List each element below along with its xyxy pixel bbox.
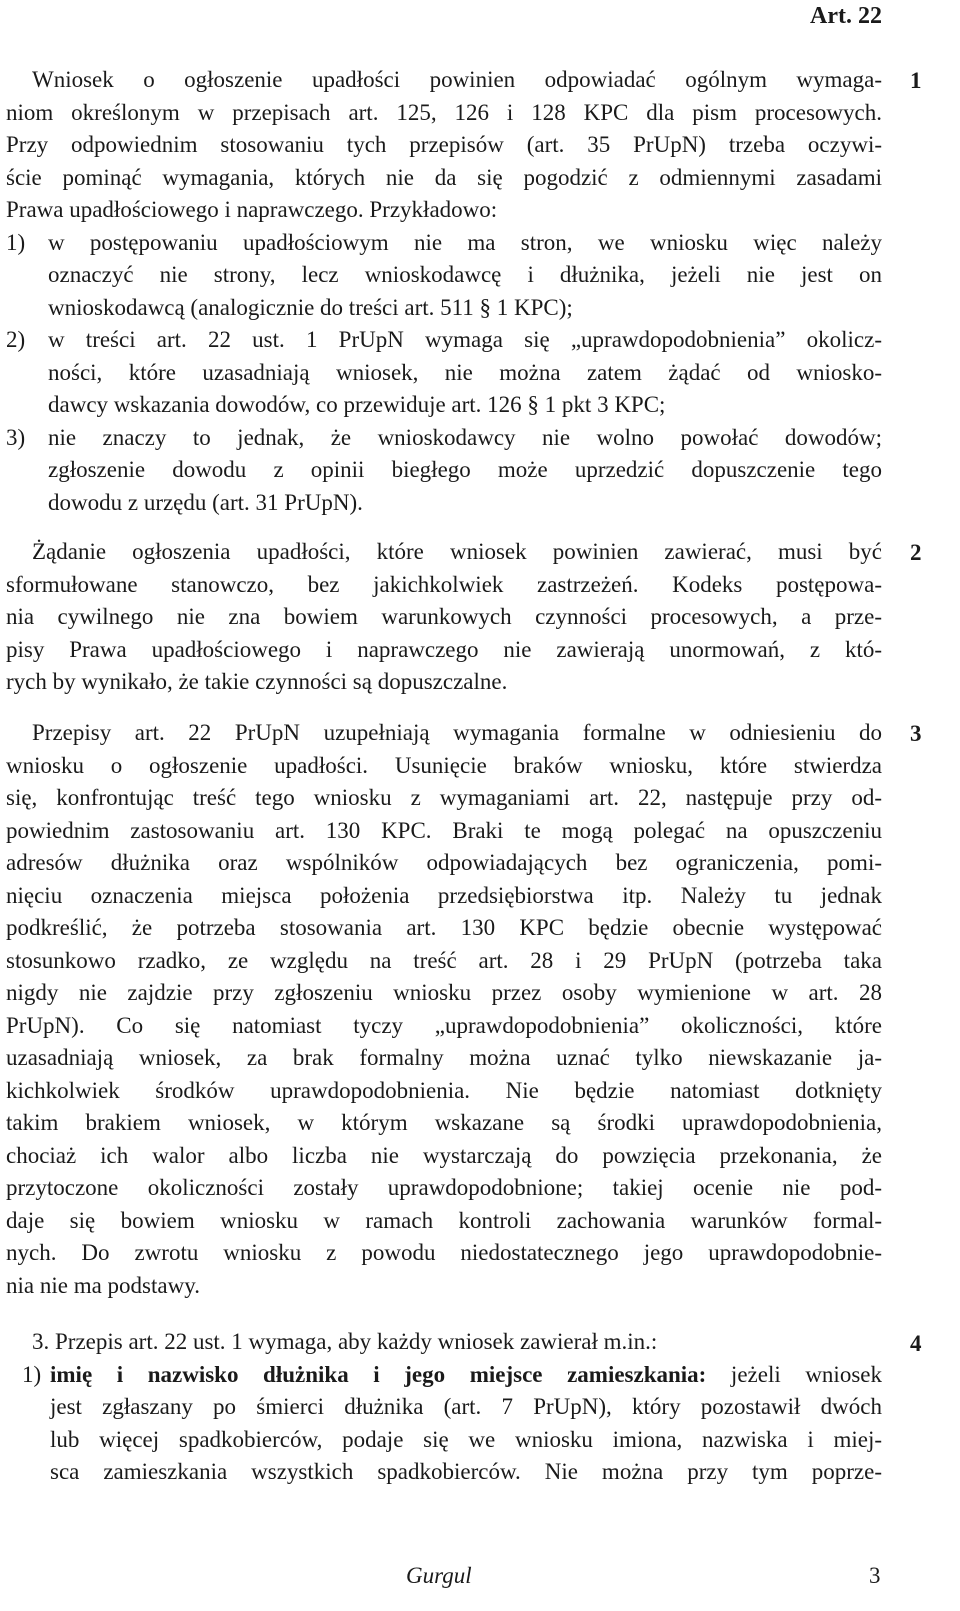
text-line: uzasadniają wniosek, za brak formalny można uznać tylko niewskazanie ja- — [6, 1045, 882, 1070]
text-line: wnioskodawcą (analogicznie do treści art. 511 § 1 KPC); — [48, 294, 573, 320]
text-line: się, konfrontując treść tego wniosku z wymaganiami art. 22, następuje przy od- — [6, 785, 882, 810]
text-line: sca zamieszkania wszystkich spadkobierców. Nie można przy tym poprze- — [50, 1459, 882, 1484]
text-line: nych. Do zwrotu wniosku z powodu niedostatecznego jego uprawdopodobnie- — [6, 1240, 882, 1265]
text-line: nięciu oznaczenia miejsca położenia przedsiębiorstwa itp. Należy tu jednak — [6, 882, 882, 908]
text-run: jeżeli wniosek — [706, 1361, 882, 1387]
text-line: sformułowane stanowczo, bez jakichkolwiek zastrzeżeń. Kodeks postępowa- — [6, 571, 882, 597]
text-line: wniosku o ogłoszenie upadłości. Usunięcie braków wniosku, które stwierdza — [6, 752, 882, 778]
text-line: Prawa upadłościowego i naprawczego. Przykładowo: — [6, 197, 498, 222]
text-line: ście pominąć wymagania, których nie da się pogodzić z odmiennymi zasadami — [6, 164, 882, 190]
text-line: podkreślić, że potrzeba stosowania art. 130 KPC będzie obecnie występować — [6, 915, 882, 940]
text-line: pisy Prawa upadłościowego i naprawczego nie zawierają unormowań, z któ- — [6, 636, 882, 662]
section-2 — [6, 536, 882, 699]
margin-number-2: 2 — [910, 540, 922, 565]
text-line: w postępowaniu upadłościowym nie ma stron, we wniosku więc należy — [48, 229, 882, 255]
text-line: takim brakiem wniosek, w którym wskazane są środki uprawdopodobnienia, — [6, 1110, 882, 1135]
list-number: 1) — [22, 1361, 42, 1387]
list-number: 2) — [6, 327, 26, 352]
text-line: Żądanie ogłoszenia upadłości, które wniosek powinien zawierać, musi być — [32, 539, 882, 564]
text-line — [50, 1359, 882, 1392]
text-line: oznaczyć nie strony, lecz wnioskodawcę i dłużnika, jeżeli nie jest on — [48, 262, 882, 287]
text-line: kichkolwiek środków uprawdopodobnienia. Nie będzie natomiast dotknięty — [6, 1077, 882, 1103]
text-line: lub więcej spadkobierców, podaje się we wniosku imiona, nazwiska i miej- — [50, 1426, 882, 1452]
margin-number-3: 3 — [910, 721, 922, 746]
text-line: stosunkowo rzadko, ze względu na treść art. 28 i 29 PrUpN (potrzeba taka — [6, 947, 882, 973]
list-number: 1) — [6, 229, 26, 255]
text-line: nigdy nie zajdzie przy zgłoszeniu wniosku przez osoby wymienione w art. 28 — [6, 980, 882, 1005]
bold-heading: imię i nazwisko dłużnika i jego miejsce zamieszkania: — [50, 1361, 707, 1387]
text-line: zgłoszenie dowodu z opinii biegłego może uprzedzić dopuszczenie tego — [48, 457, 882, 482]
text-line: powiednim zastosowaniu art. 130 KPC. Braki te mogą polegać na opuszczeniu — [6, 817, 882, 843]
text-line: niom określonym w przepisach art. 125, 126 i 128 KPC dla pism procesowych. — [6, 99, 882, 125]
text-line: Przy odpowiednim stosowaniu tych przepisów (art. 35 PrUpN) trzeba oczywi- — [6, 132, 882, 157]
list-item — [6, 324, 882, 422]
text-line: nia nie ma podstawy. — [6, 1272, 200, 1298]
text-line: 3. Przepis art. 22 ust. 1 wymaga, aby każdy wniosek zawierał m.in.: — [32, 1329, 658, 1354]
text-line: Przepisy art. 22 PrUpN uzupełniają wymagania formalne w odniesieniu do — [32, 720, 882, 745]
text-line: chociaż ich walor albo liczba nie wystarczają do powzięcia przekonania, że — [6, 1142, 882, 1168]
text-line: dowodu z urzędu (art. 31 PrUpN). — [48, 489, 363, 515]
text-line: rych by wynikało, że takie czynności są dopuszczalne. — [6, 669, 508, 694]
text-line: adresów dłużnika oraz wspólników odpowiadających bez ograniczenia, pomi- — [6, 850, 882, 875]
text-line: dawcy wskazania dowodów, co przewiduje art. 126 § 1 pkt 3 KPC; — [48, 392, 666, 417]
margin-number-1: 1 — [910, 68, 922, 93]
text-line: nia cywilnego nie zna bowiem warunkowych czynności procesowych, a prze- — [6, 604, 882, 629]
list-number: 3) — [6, 424, 26, 450]
list-item — [6, 1359, 882, 1489]
text-line: ności, które uzasadniają wniosek, nie można zatem żądać od wniosko- — [48, 359, 882, 385]
list-item — [6, 227, 882, 325]
text-line: PrUpN). Co się natomiast tyczy „uprawdopodobnienia” okoliczności, które — [6, 1012, 882, 1038]
text-line: przytoczone okoliczności zostały uprawdopodobnione; takiej ocenie nie pod- — [6, 1175, 882, 1200]
section-3 — [6, 717, 882, 1302]
text-line: w treści art. 22 ust. 1 PrUpN wymaga się „uprawdopodobnienia” okolicz- — [48, 327, 882, 352]
article-header: Art. 22 — [810, 3, 882, 29]
section-1 — [6, 64, 882, 519]
text-line: jest zgłaszany po śmierci dłużnika (art. 7 PrUpN), który pozostawił dwóch — [50, 1394, 882, 1419]
section-4 — [6, 1326, 882, 1489]
list-item — [6, 422, 882, 520]
text-line: Wniosek o ogłoszenie upadłości powinien odpowiadać ogólnym wymaga- — [32, 67, 882, 92]
text-line: nie znaczy to jednak, że wnioskodawcy nie wolno powołać dowodów; — [48, 424, 882, 450]
page-number: 3 — [869, 1563, 881, 1588]
author-name: Gurgul — [406, 1563, 472, 1588]
margin-number-4: 4 — [910, 1331, 922, 1356]
text-line: daje się bowiem wniosku w ramach kontroli zachowania warunków formal- — [6, 1207, 882, 1233]
